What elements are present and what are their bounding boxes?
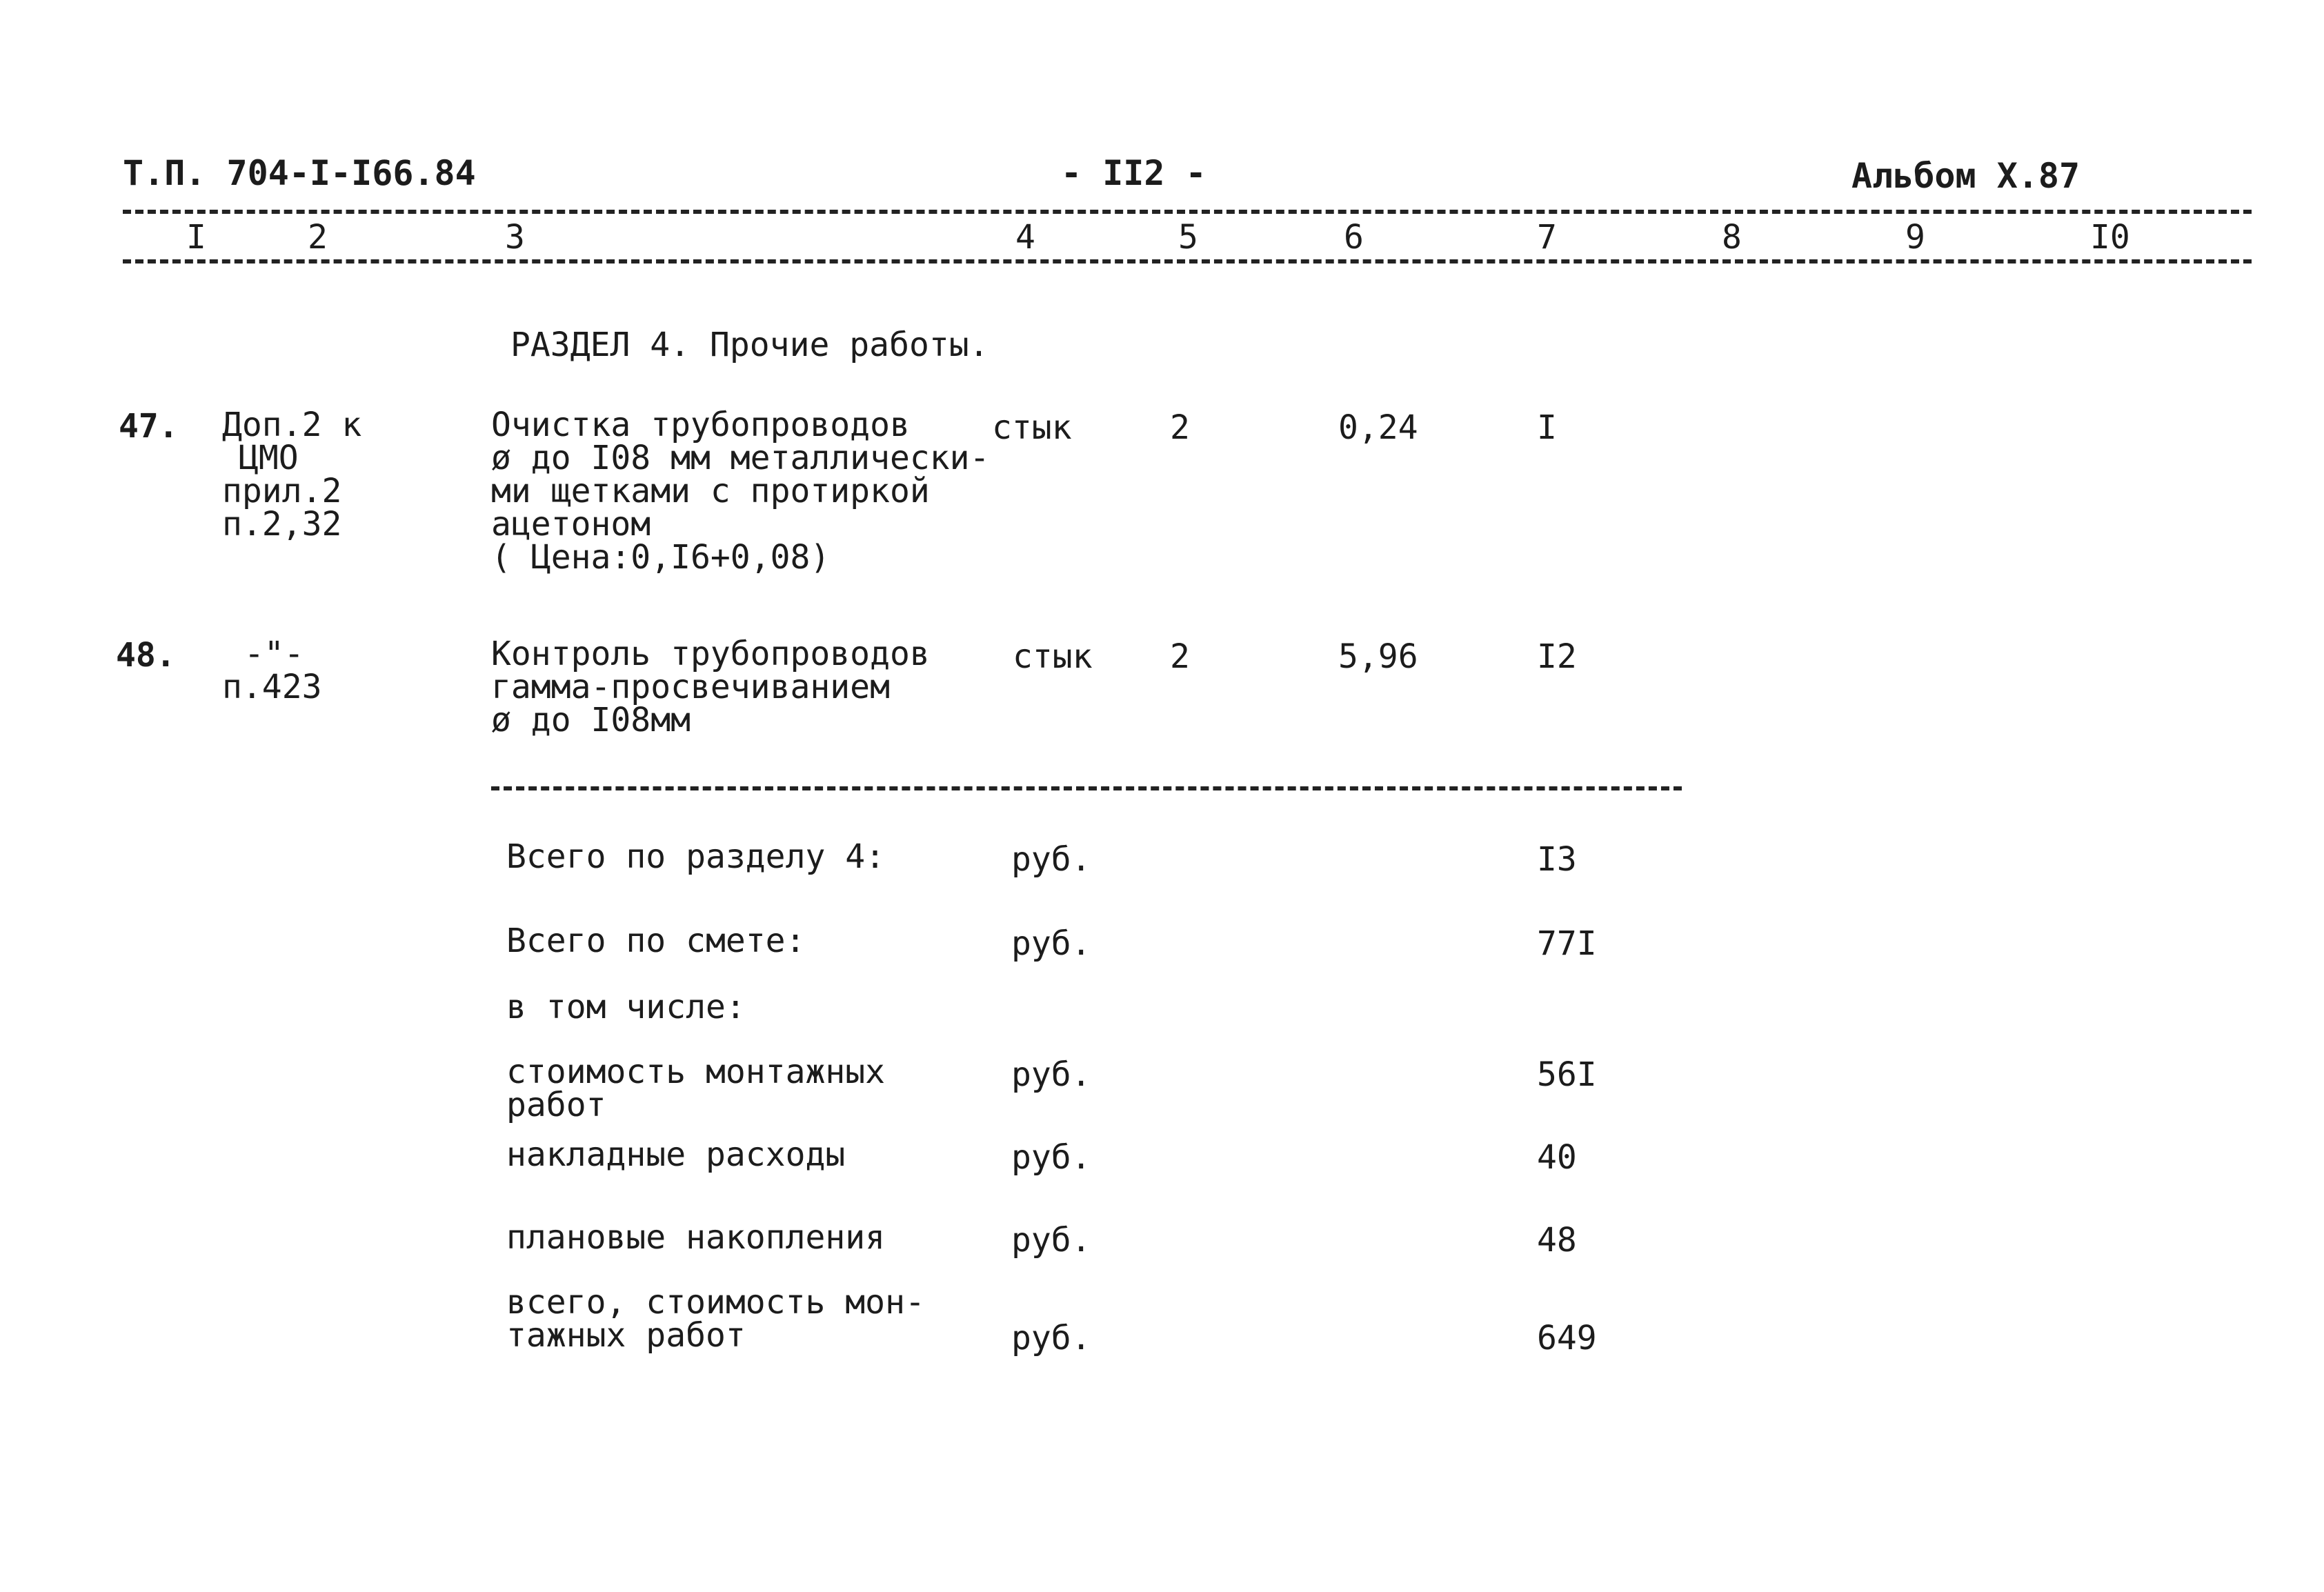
column-number: 3 — [505, 218, 525, 257]
summary-value: 77I — [1537, 924, 1597, 963]
description-line: ø до I08мм — [491, 701, 691, 739]
summary-label-line: Всего по смете: — [506, 922, 806, 960]
summary-label-line: накладные расходы — [506, 1135, 846, 1174]
row-unit: стык — [1013, 637, 1093, 676]
row-price: 5,96 — [1338, 637, 1418, 676]
row-total: I — [1537, 408, 1557, 447]
summary-unit: руб. — [1011, 1319, 1091, 1357]
header-rule-top — [123, 210, 2252, 214]
row-price: 0,24 — [1338, 408, 1418, 447]
row-quantity: 2 — [1170, 637, 1190, 676]
basis-line: Доп.2 к — [222, 406, 362, 444]
summary-label — [506, 988, 746, 1026]
summary-label-line: Всего по разделу 4: — [506, 837, 886, 876]
section-title: РАЗДЕЛ 4. Прочие работы. — [510, 326, 989, 364]
column-number: 8 — [1722, 218, 1742, 257]
column-number: 9 — [1905, 218, 1925, 257]
row-total: I2 — [1537, 637, 1577, 676]
summary-label-line: в том числе: — [506, 988, 746, 1026]
basis-line: -"- — [244, 635, 304, 673]
column-number: 4 — [1015, 218, 1035, 257]
summary-value: 40 — [1537, 1138, 1577, 1177]
summary-unit: руб. — [1011, 1221, 1091, 1260]
summary-label — [506, 1055, 885, 1122]
basis-line: прил.2 — [222, 472, 342, 510]
summary-label — [506, 1135, 846, 1174]
totals-divider — [491, 786, 1682, 790]
description-line: ми щетками с протиркой — [491, 472, 930, 510]
column-number: 6 — [1344, 218, 1364, 257]
summary-value: 56I — [1537, 1055, 1597, 1094]
summary-value: 649 — [1537, 1319, 1597, 1357]
summary-unit: руб. — [1011, 1138, 1091, 1177]
summary-label-line: работ — [506, 1086, 606, 1124]
description-line: Очистка трубопроводов — [491, 406, 910, 444]
description-line: Контроль трубопроводов — [491, 635, 930, 673]
summary-value: 48 — [1537, 1221, 1577, 1260]
column-number: 7 — [1537, 218, 1557, 257]
basis-line: ЦМО — [239, 439, 299, 477]
summary-label-line: плановые накопления — [506, 1218, 886, 1257]
summary-unit: руб. — [1011, 840, 1091, 879]
column-number: I — [186, 218, 206, 257]
row-number: 48. — [116, 636, 176, 675]
row-basis — [222, 637, 322, 704]
row-description — [491, 406, 990, 577]
description-line: ацетоном — [491, 505, 651, 544]
row-basis — [222, 406, 362, 544]
summary-label-line: стоимость монтажных — [506, 1053, 886, 1091]
summary-unit: руб. — [1011, 1055, 1091, 1094]
summary-label-line: всего, стоимость мон- — [506, 1283, 925, 1322]
summary-label — [506, 837, 886, 876]
basis-line: п.2,32 — [222, 505, 342, 544]
row-description — [491, 637, 930, 737]
summary-label — [506, 1283, 925, 1355]
album-label: Альбом Х.87 — [1851, 156, 2080, 196]
document-code: Т.П. 704-I-I66.84 — [123, 153, 476, 193]
description-line: гамма-просвечиванием — [491, 668, 890, 706]
row-number: 47. — [119, 407, 179, 446]
summary-label — [506, 922, 806, 960]
summary-label — [506, 1218, 886, 1257]
column-number: 5 — [1178, 218, 1198, 257]
column-number: I0 — [2090, 218, 2130, 257]
row-quantity: 2 — [1170, 408, 1190, 447]
row-unit: стык — [992, 408, 1072, 447]
description-line: ø до I08 мм металлически- — [491, 439, 990, 477]
summary-label-line: тажных работ — [506, 1316, 746, 1355]
description-line: ( Цена:0,I6+0,08) — [491, 538, 831, 577]
summary-value: I3 — [1537, 840, 1577, 879]
summary-unit: руб. — [1011, 924, 1091, 963]
header-rule-bottom — [123, 259, 2252, 263]
page-number: - II2 - — [1061, 153, 1206, 193]
column-number: 2 — [308, 218, 328, 257]
basis-line: п.423 — [222, 668, 322, 706]
